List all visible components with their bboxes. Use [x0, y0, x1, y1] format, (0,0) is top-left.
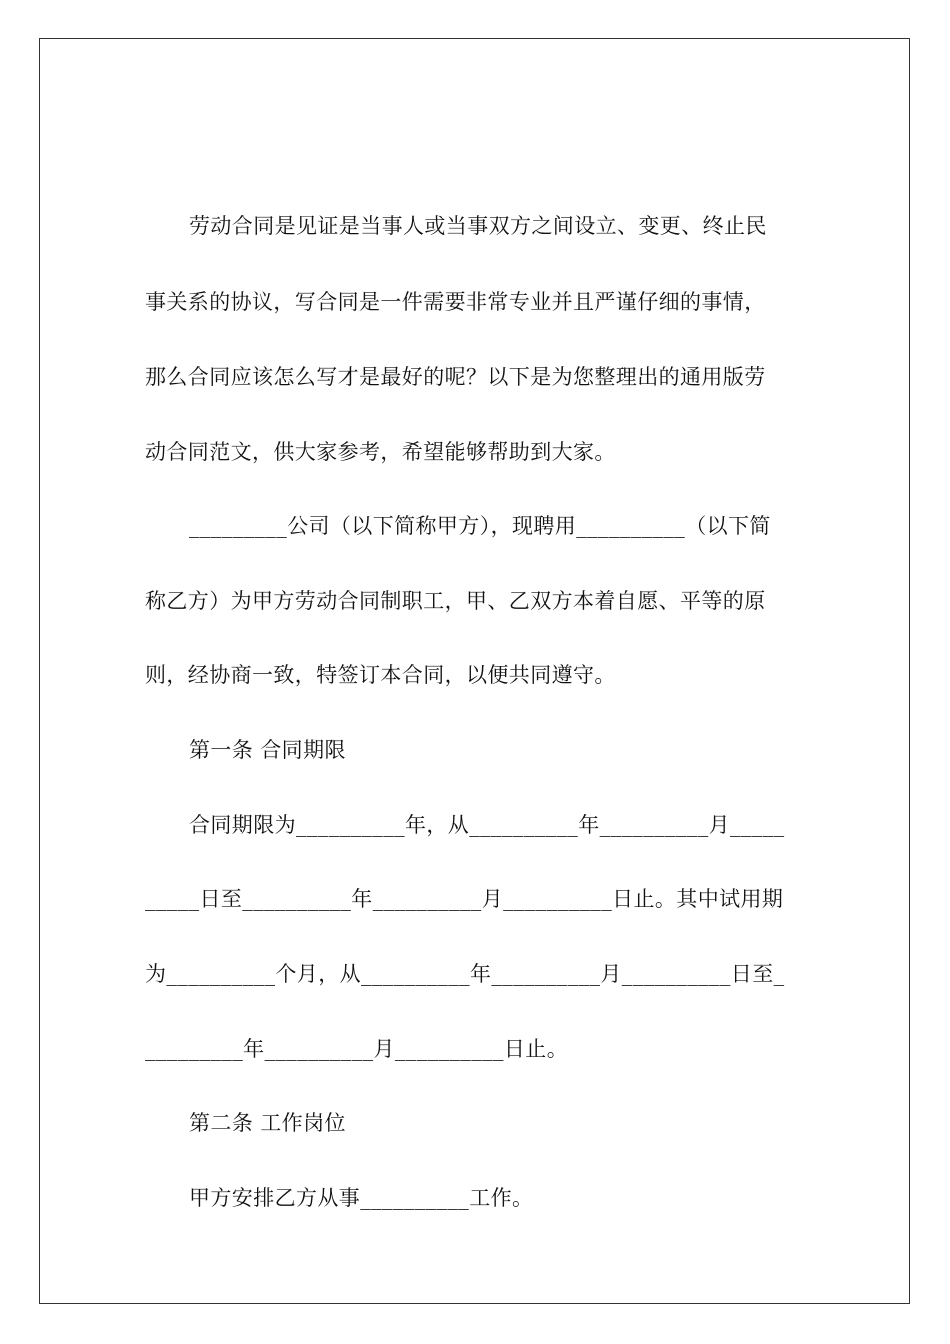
intro-line-2: 事关系的协议，写合同是一件需要非常专业并且严谨仔细的事情， [145, 290, 766, 314]
article-2-heading: 第二条 工作岗位 [189, 1111, 346, 1135]
parties-line-3: 则，经协商一致，特签订本合同，以便共同遵守。 [145, 663, 616, 687]
position-line: 甲方安排乙方从事__________工作。 [189, 1186, 534, 1210]
parties-line-2: 称乙方）为甲方劳动合同制职工，甲、乙双方本着自愿、平等的原 [145, 589, 766, 613]
parties-line-1: _________公司（以下简称甲方），现聘用__________（以下简 [189, 514, 771, 538]
intro-line-4: 动合同范文，供大家参考，希望能够帮助到大家。 [145, 440, 616, 464]
term-line-4: _________年__________月__________日止。 [145, 1037, 569, 1061]
term-line-3: 为__________个月，从__________年__________月__________日至_ [145, 962, 785, 986]
term-line-1: 合同期限为__________年，从__________年__________月_____ [189, 813, 785, 837]
intro-line-1: 劳动合同是见证是当事人或当事双方之间设立、变更、终止民 [189, 214, 767, 238]
article-1-heading: 第一条 合同期限 [189, 738, 346, 762]
intro-line-3: 那么合同应该怎么写才是最好的呢？以下是为您整理出的通用版劳 [145, 365, 766, 389]
term-line-2: _____日至__________年__________月__________日止。其中试用期 [145, 887, 784, 911]
